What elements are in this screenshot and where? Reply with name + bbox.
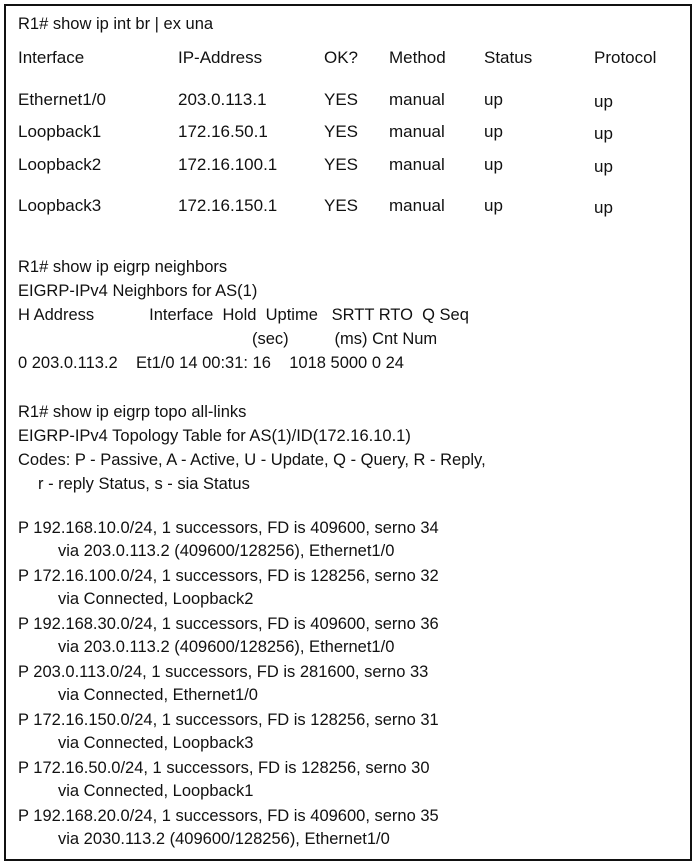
col-header-status: Status [484, 48, 533, 67]
intbr-command: R1# show ip int br | ex una [18, 15, 214, 33]
route-entry: P 192.168.30.0/24, 1 successors, FD is 409600, serno 36 [18, 615, 439, 633]
route-entry: P 172.16.150.0/24, 1 successors, FD is 128256, serno 31 [18, 711, 439, 729]
row-ok: YES [324, 155, 359, 174]
row-protocol: up [594, 198, 613, 217]
row-protocol: up [594, 92, 613, 111]
col-header-interface: Interface [18, 48, 85, 67]
row-ip-address: 172.16.50.1 [178, 122, 268, 141]
row-interface: Loopback1 [18, 122, 102, 141]
route-via: via 2030.113.2 (409600/128256), Ethernet1/0 [58, 830, 390, 848]
route-via: via 203.0.113.2 (409600/128256), Ethernet1/0 [58, 638, 395, 656]
row-status: up [484, 155, 503, 174]
topology-command: R1# show ip eigrp topo all-links [18, 403, 247, 421]
route-entry: P 192.168.20.0/24, 1 successors, FD is 409600, serno 35 [18, 807, 439, 825]
route-via: via Connected, Ethernet1/0 [58, 686, 258, 704]
row-protocol: up [594, 124, 613, 143]
row-method: manual [389, 90, 445, 109]
col-header-method: Method [389, 48, 446, 67]
neighbors-header-units: (sec) (ms) Cnt Num [252, 330, 438, 348]
route-via: via Connected, Loopback1 [58, 782, 254, 800]
row-ok: YES [324, 196, 359, 215]
col-header-ok: OK? [324, 48, 359, 67]
col-header-ip-address: IP-Address [178, 48, 263, 67]
row-method: manual [389, 155, 445, 174]
row-status: up [484, 196, 503, 215]
neighbors-header: H Address Interface Hold Uptime SRTT RTO Q Seq [18, 306, 469, 324]
row-interface: Loopback2 [18, 155, 102, 174]
row-interface: Loopback3 [18, 196, 102, 215]
row-ip-address: 172.16.100.1 [178, 155, 278, 174]
route-entry: P 203.0.113.0/24, 1 successors, FD is 281600, serno 33 [18, 663, 429, 681]
cli-output-frame [4, 4, 692, 861]
row-status: up [484, 90, 503, 109]
row-protocol: up [594, 157, 613, 176]
neighbors-title: EIGRP-IPv4 Neighbors for AS(1) [18, 282, 258, 300]
row-ok: YES [324, 122, 359, 141]
route-via: via Connected, Loopback3 [58, 734, 254, 752]
topology-codes: Codes: P - Passive, A - Active, U - Update, Q - Query, R - Reply, [18, 451, 486, 469]
route-entry: P 172.16.100.0/24, 1 successors, FD is 128256, serno 32 [18, 567, 439, 585]
row-interface: Ethernet1/0 [18, 90, 106, 109]
topology-title: EIGRP-IPv4 Topology Table for AS(1)/ID(172.16.10.1) [18, 427, 411, 445]
route-via: via Connected, Loopback2 [58, 590, 254, 608]
neighbor-row: 0 203.0.113.2 Et1/0 14 00:31: 16 1018 5000 0 24 [18, 354, 404, 372]
route-entry: P 192.168.10.0/24, 1 successors, FD is 409600, serno 34 [18, 519, 439, 537]
row-ok: YES [324, 90, 359, 109]
route-entry: P 172.16.50.0/24, 1 successors, FD is 128256, serno 30 [18, 759, 430, 777]
row-ip-address: 172.16.150.1 [178, 196, 278, 215]
row-method: manual [389, 196, 445, 215]
route-via: via 203.0.113.2 (409600/128256), Ethernet1/0 [58, 542, 395, 560]
row-ip-address: 203.0.113.1 [178, 90, 267, 109]
col-header-protocol: Protocol [594, 48, 657, 67]
row-method: manual [389, 122, 445, 141]
row-status: up [484, 122, 503, 141]
topology-codes-cont: r - reply Status, s - sia Status [38, 475, 250, 493]
neighbors-command: R1# show ip eigrp neighbors [18, 258, 228, 276]
